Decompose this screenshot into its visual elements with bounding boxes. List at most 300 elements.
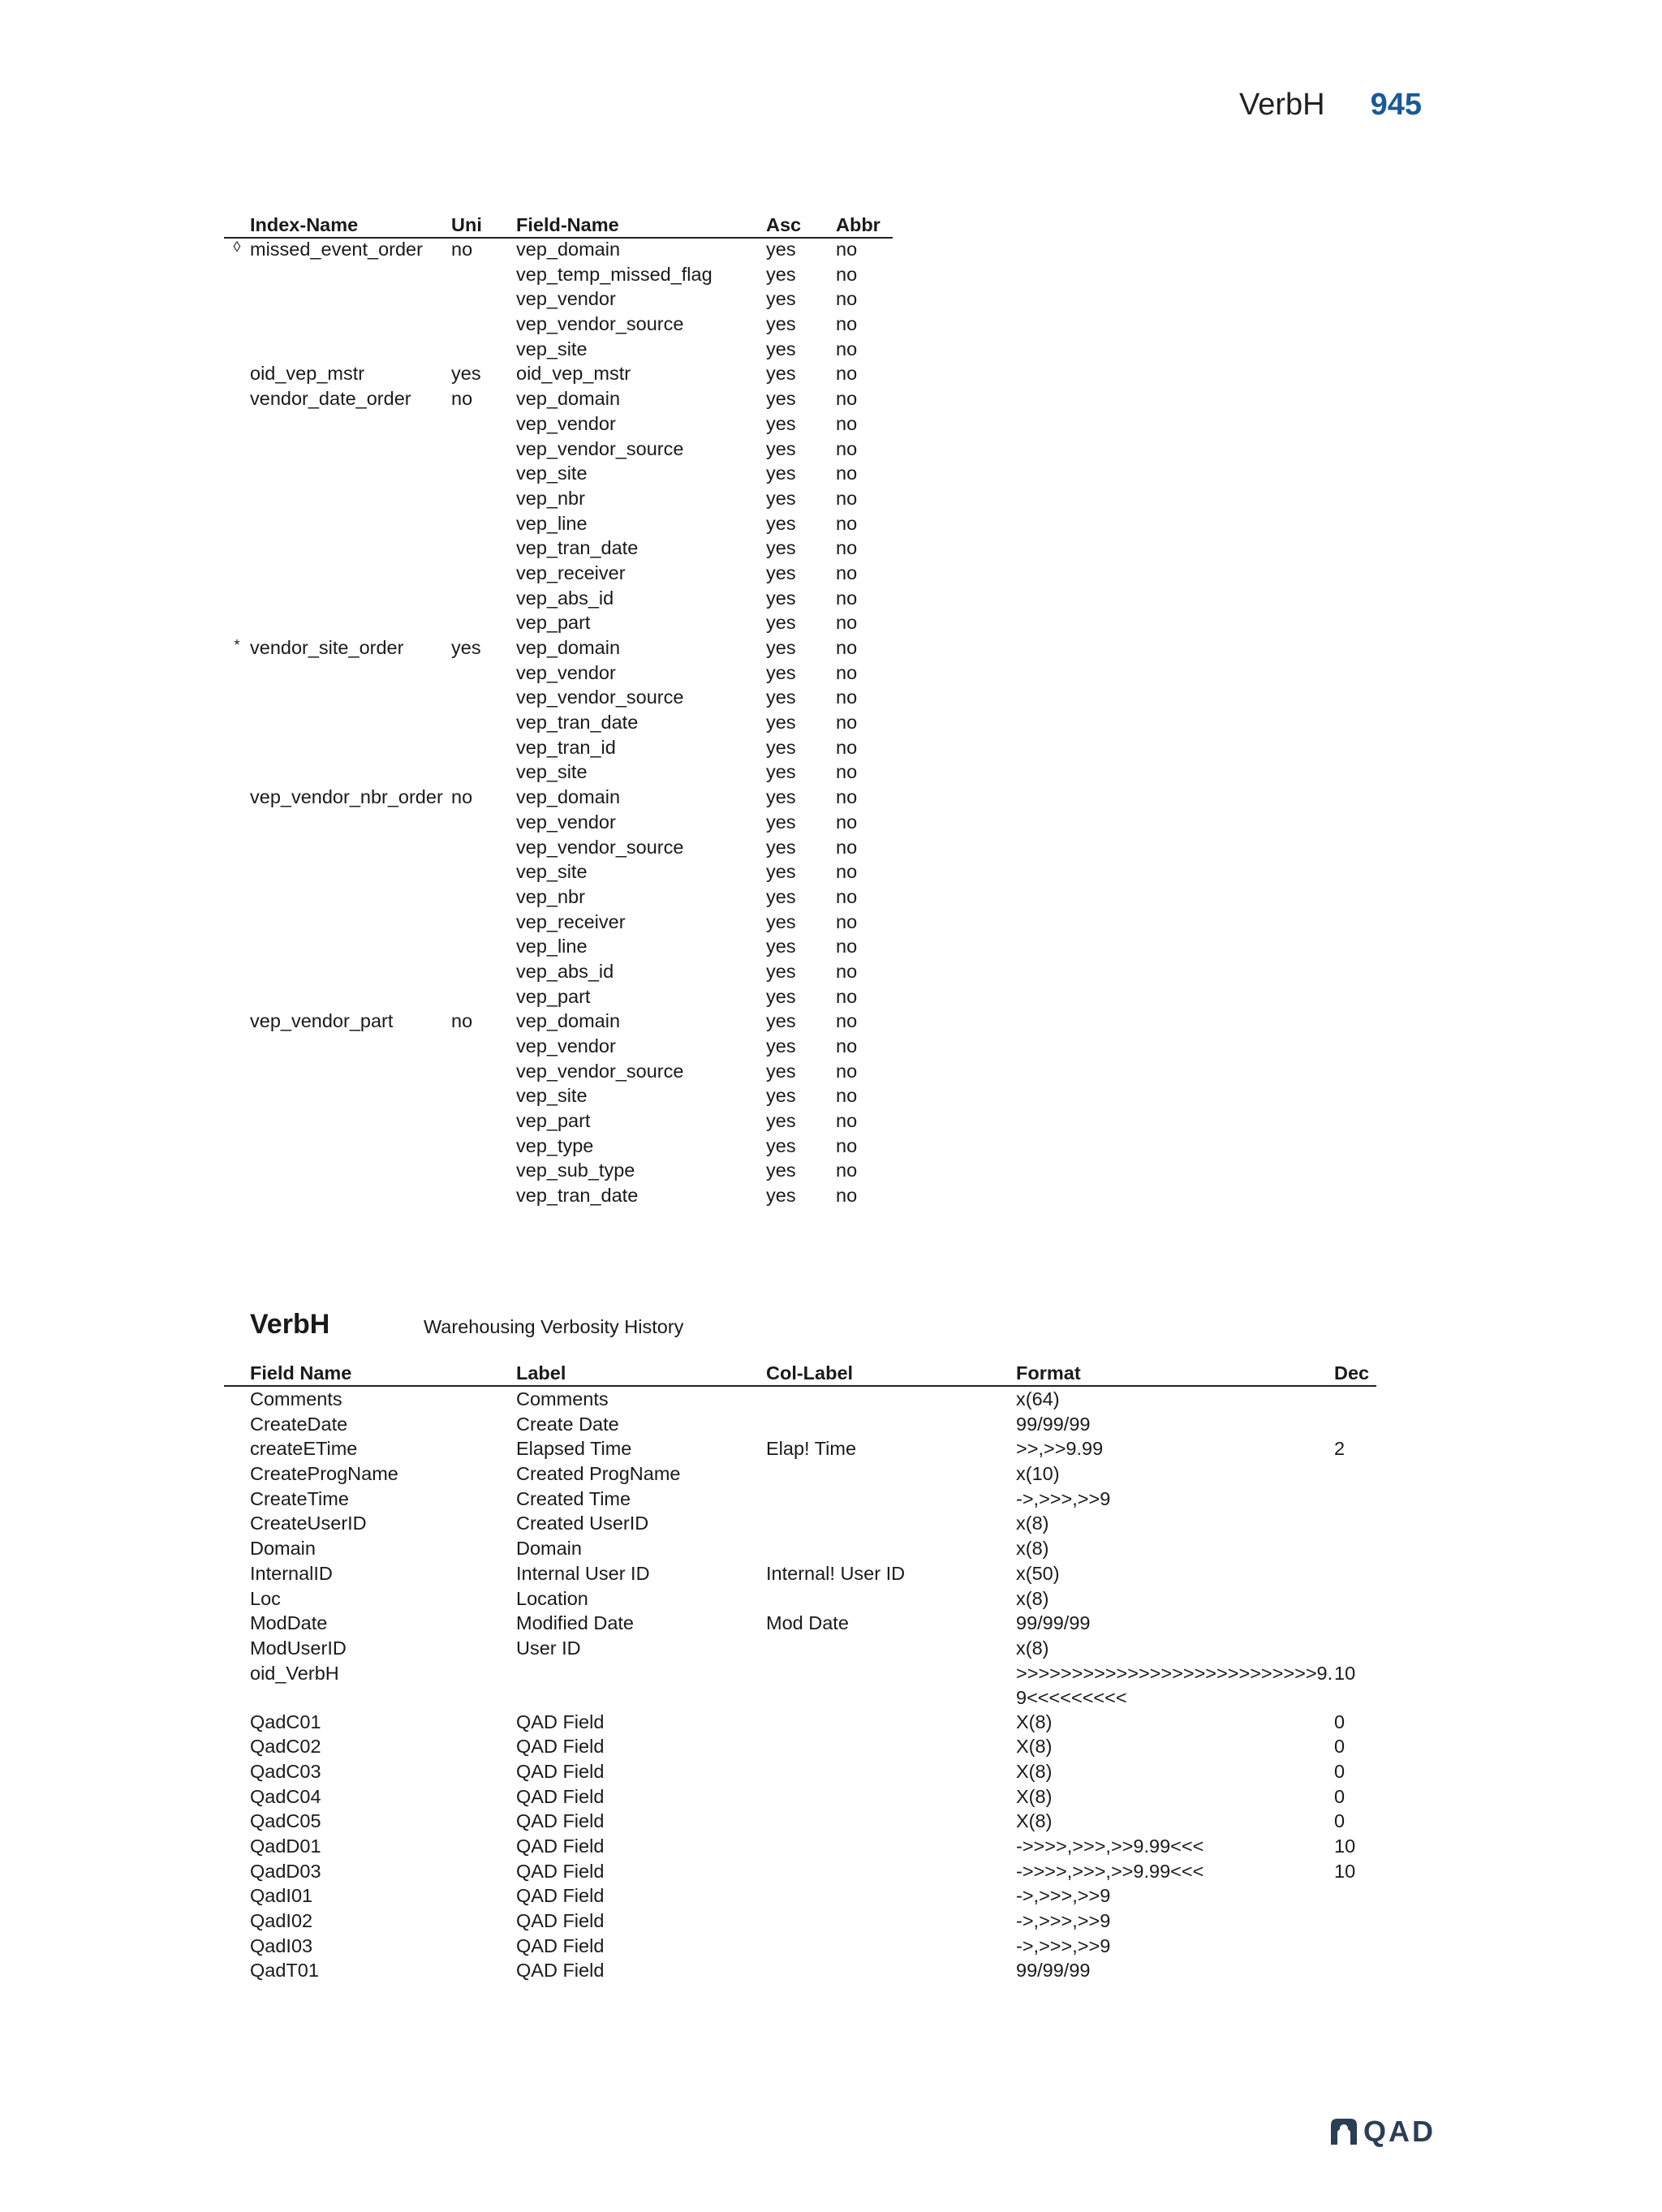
index-row <box>224 388 893 413</box>
label-cell: Created UserID <box>516 1513 649 1534</box>
index-name-cell <box>250 587 451 613</box>
index-row <box>224 637 893 662</box>
format-cell: X(8) <box>1016 1760 1053 1782</box>
col-label-cell <box>766 1734 1016 1759</box>
index-name-cell <box>250 288 451 313</box>
abbr-cell: no <box>836 1035 858 1057</box>
index-row <box>224 537 893 562</box>
uni-cell <box>451 811 516 837</box>
index-row <box>224 837 893 862</box>
asc-cell: yes <box>766 487 796 509</box>
index-name-cell <box>250 761 451 786</box>
index-table-header <box>224 213 893 238</box>
asc-cell: yes <box>766 1085 796 1107</box>
section-heading <box>250 1309 683 1341</box>
col-label-cell <box>766 1586 1016 1612</box>
index-name-cell <box>250 264 451 289</box>
index-name-cell: vep_vendor_nbr_order <box>250 786 443 808</box>
field-name-cell: QadC05 <box>250 1810 321 1832</box>
uni-cell: yes <box>451 363 481 385</box>
row-spacer <box>224 1487 250 1512</box>
uni-cell <box>451 288 516 313</box>
abbr-cell: no <box>836 1060 858 1082</box>
col-label-cell <box>766 1536 1016 1561</box>
label-cell: User ID <box>516 1637 581 1659</box>
label-cell: QAD Field <box>516 1785 605 1807</box>
index-marker <box>224 438 250 463</box>
asc-cell: yes <box>766 463 796 484</box>
index-row <box>224 363 893 388</box>
index-marker <box>224 1010 250 1035</box>
field-row <box>224 1859 1376 1884</box>
field-name-cell: vep_nbr <box>516 885 585 907</box>
abbr-cell: no <box>836 861 858 883</box>
abbr-cell: no <box>836 1160 858 1181</box>
field-row <box>224 1436 1376 1461</box>
page-header <box>1239 88 1422 123</box>
col-label-cell <box>766 1859 1016 1884</box>
field-name-cell: vep_site <box>516 1085 588 1107</box>
field-name-col-header: Field Name <box>250 1361 516 1386</box>
asc-cell: yes <box>766 637 796 658</box>
row-spacer <box>224 1958 250 1983</box>
asc-cell: yes <box>766 313 796 335</box>
index-row <box>224 1010 893 1035</box>
abbr-cell: no <box>836 612 858 634</box>
asc-cell: yes <box>766 885 796 907</box>
uni-cell <box>451 1110 516 1135</box>
field-name-cell: vep_tran_date <box>516 537 639 559</box>
format-cell: X(8) <box>1016 1736 1053 1758</box>
field-name-cell: vep_vendor_source <box>516 313 684 335</box>
index-name-cell <box>250 513 451 538</box>
format-cell: >>>>>>>>>>>>>>>>>>>>>>>>>>>9.9<<<<<<<<< <box>1016 1662 1333 1708</box>
dec-cell: 10 <box>1334 1835 1356 1857</box>
abbr-cell: no <box>836 1010 858 1032</box>
field-name-cell: vep_domain <box>516 239 621 260</box>
index-marker <box>224 1085 250 1110</box>
field-row <box>224 1809 1376 1834</box>
uni-cell: no <box>451 1010 473 1032</box>
abbr-cell: no <box>836 761 858 783</box>
col-label-cell <box>766 1636 1016 1661</box>
field-name-cell: vep_temp_missed_flag <box>516 263 713 285</box>
field-name-cell: vep_line <box>516 936 588 958</box>
index-row <box>224 612 893 637</box>
row-spacer <box>224 1809 250 1834</box>
field-name-cell: oid_vep_mstr <box>516 363 631 385</box>
asc-cell: yes <box>766 587 796 609</box>
index-marker <box>224 1160 250 1185</box>
field-name-cell: Loc <box>250 1587 281 1609</box>
field-row <box>224 1909 1376 1934</box>
field-row <box>224 1661 1376 1710</box>
abbr-cell: no <box>836 960 858 982</box>
abbr-cell: no <box>836 1110 858 1132</box>
uni-cell <box>451 861 516 886</box>
uni-cell <box>451 986 516 1011</box>
index-row <box>224 961 893 986</box>
field-name-cell: vep_nbr <box>516 487 585 509</box>
index-marker <box>224 537 250 562</box>
index-name-cell <box>250 961 451 986</box>
label-cell: QAD Field <box>516 1835 605 1857</box>
dec-cell <box>1334 1561 1376 1586</box>
abbr-cell: no <box>836 811 858 833</box>
field-name-cell: QadC04 <box>250 1785 321 1807</box>
label-cell: Modified Date <box>516 1612 634 1634</box>
index-name-cell: vendor_date_order <box>250 388 411 410</box>
index-marker <box>224 288 250 313</box>
row-spacer <box>224 1883 250 1909</box>
dec-cell: 10 <box>1334 1860 1356 1882</box>
index-name-cell <box>250 562 451 587</box>
uni-cell <box>451 1035 516 1061</box>
index-name-cell <box>250 1085 451 1110</box>
index-marker <box>224 1035 250 1061</box>
index-name-cell <box>250 737 451 762</box>
col-label-cell <box>766 1834 1016 1859</box>
format-cell: x(50) <box>1016 1562 1060 1584</box>
format-cell: x(8) <box>1016 1538 1049 1560</box>
index-marker <box>224 811 250 837</box>
field-name-cell: QadI03 <box>250 1934 313 1956</box>
field-name-cell: vep_vendor <box>516 288 616 310</box>
index-row <box>224 761 893 786</box>
uni-header: Uni <box>451 213 516 238</box>
row-spacer <box>224 1536 250 1561</box>
index-name-cell <box>250 811 451 837</box>
field-row <box>224 1586 1376 1612</box>
field-name-cell: vep_domain <box>516 388 621 410</box>
index-marker <box>224 587 250 613</box>
abbr-cell: no <box>836 885 858 907</box>
index-name-cell: vendor_site_order <box>250 637 404 658</box>
field-row <box>224 1958 1376 1983</box>
index-name-cell <box>250 338 451 364</box>
header-title: VerbH <box>1238 88 1325 122</box>
index-marker <box>224 837 250 862</box>
dec-cell <box>1334 1883 1376 1909</box>
abbr-cell: no <box>836 786 858 808</box>
row-spacer <box>224 1386 250 1412</box>
asc-cell: yes <box>766 811 796 833</box>
index-marker <box>224 313 250 338</box>
asc-cell: yes <box>766 562 796 583</box>
index-name-cell <box>250 861 451 886</box>
asc-cell: yes <box>766 861 796 883</box>
uni-cell <box>451 1085 516 1110</box>
index-marker <box>224 662 250 687</box>
uni-cell: no <box>451 786 473 808</box>
index-row <box>224 1135 893 1160</box>
index-name-cell: oid_vep_mstr <box>250 363 365 385</box>
abbr-cell: no <box>836 463 858 484</box>
index-marker <box>224 338 250 364</box>
index-name-cell <box>250 1160 451 1185</box>
dec-cell: 0 <box>1334 1760 1346 1782</box>
uni-cell <box>451 413 516 438</box>
asc-cell: yes <box>766 1110 796 1132</box>
label-cell: QAD Field <box>516 1760 605 1782</box>
index-name-cell <box>250 1061 451 1086</box>
field-name-cell: oid_VerbH <box>250 1662 339 1684</box>
field-name-cell: vep_domain <box>516 637 621 658</box>
uni-cell <box>451 537 516 562</box>
index-name-cell <box>250 662 451 687</box>
col-label-cell <box>766 1461 1016 1487</box>
col-label-cell <box>766 1412 1016 1437</box>
index-row <box>224 513 893 538</box>
index-row <box>224 861 893 886</box>
index-row <box>224 737 893 762</box>
dec-cell: 2 <box>1334 1438 1346 1460</box>
field-name-header: Field-Name <box>516 213 766 238</box>
field-name-cell: vep_abs_id <box>516 587 614 609</box>
format-cell: x(8) <box>1016 1513 1049 1534</box>
format-cell: 99/99/99 <box>1016 1413 1091 1435</box>
label-cell: Created ProgName <box>516 1463 681 1485</box>
abbr-cell: no <box>836 537 858 559</box>
index-row <box>224 488 893 513</box>
section-description: Warehousing Verbosity History <box>424 1316 684 1337</box>
uni-cell <box>451 911 516 936</box>
uni-cell <box>451 1160 516 1185</box>
col-label-cell <box>766 1511 1016 1536</box>
asc-cell: yes <box>766 1035 796 1057</box>
index-name-cell <box>250 438 451 463</box>
index-marker <box>224 1061 250 1086</box>
uni-cell: no <box>451 239 473 260</box>
row-spacer <box>224 1661 250 1710</box>
index-table-body <box>224 238 893 1210</box>
uni-cell: yes <box>451 637 481 658</box>
qad-logo-icon <box>1328 2117 1360 2146</box>
uni-cell <box>451 886 516 911</box>
field-name-cell: vep_type <box>516 1134 594 1156</box>
row-spacer <box>224 1759 250 1784</box>
dec-cell <box>1334 1412 1376 1437</box>
index-row <box>224 288 893 313</box>
abbr-cell: no <box>836 487 858 509</box>
index-row <box>224 438 893 463</box>
dec-cell: 0 <box>1334 1810 1346 1832</box>
index-name-cell <box>250 537 451 562</box>
field-name-cell: vep_vendor_source <box>516 437 684 459</box>
abbr-cell: no <box>836 836 858 858</box>
index-marker: ◊ <box>233 239 241 255</box>
abbr-cell: no <box>836 437 858 459</box>
uni-cell <box>451 562 516 587</box>
uni-cell <box>451 1061 516 1086</box>
format-cell: x(8) <box>1016 1587 1049 1609</box>
col-label-cell <box>766 1661 1016 1710</box>
field-row <box>224 1883 1376 1909</box>
field-name-cell: vep_vendor <box>516 811 616 833</box>
index-marker <box>224 712 250 737</box>
index-row <box>224 936 893 961</box>
dec-cell <box>1334 1386 1376 1412</box>
abbr-cell: no <box>836 910 858 932</box>
dec-cell <box>1334 1909 1376 1934</box>
index-row <box>224 886 893 911</box>
label-cell: Created Time <box>516 1487 631 1509</box>
abbr-cell: no <box>836 1185 858 1207</box>
index-name-cell <box>250 936 451 961</box>
format-cell: ->,>>>,>>9 <box>1016 1910 1111 1932</box>
qad-logo-text: QAD <box>1363 2115 1436 2148</box>
uni-cell: no <box>451 388 473 410</box>
col-label-cell: Elap! Time <box>766 1438 857 1460</box>
col-label-cell <box>766 1759 1016 1784</box>
format-col-header: Format <box>1016 1361 1334 1386</box>
field-name-cell: CreateDate <box>250 1413 348 1435</box>
index-row <box>224 686 893 712</box>
dec-cell <box>1334 1511 1376 1536</box>
index-marker <box>224 986 250 1011</box>
col-label-cell <box>766 1487 1016 1512</box>
abbr-cell: no <box>836 712 858 734</box>
uni-cell <box>451 1185 516 1210</box>
field-name-cell: CreateProgName <box>250 1463 398 1485</box>
dec-cell <box>1334 1586 1376 1612</box>
label-cell: QAD Field <box>516 1960 605 1982</box>
uni-cell <box>451 961 516 986</box>
field-name-cell: vep_tran_date <box>516 1185 639 1207</box>
index-row <box>224 712 893 737</box>
field-row <box>224 1784 1376 1810</box>
col-label-col-header: Col-Label <box>766 1361 1016 1386</box>
abbr-cell: no <box>836 239 858 260</box>
asc-cell: yes <box>766 786 796 808</box>
field-name-cell: vep_line <box>516 512 588 534</box>
uni-cell <box>451 587 516 613</box>
abbr-cell: no <box>836 985 858 1007</box>
field-name-cell: vep_part <box>516 612 591 634</box>
dec-cell <box>1334 1611 1376 1636</box>
index-row <box>224 1035 893 1061</box>
row-spacer <box>224 1561 250 1586</box>
uni-cell <box>451 1135 516 1160</box>
index-name-cell <box>250 837 451 862</box>
index-marker <box>224 388 250 413</box>
asc-cell: yes <box>766 388 796 410</box>
asc-cell: yes <box>766 736 796 758</box>
col-label-cell: Internal! User ID <box>766 1562 906 1584</box>
uni-cell <box>451 463 516 488</box>
field-row <box>224 1759 1376 1784</box>
index-row <box>224 238 893 264</box>
abbr-cell: no <box>836 637 858 658</box>
index-marker <box>224 786 250 811</box>
dec-cell <box>1334 1487 1376 1512</box>
index-name-cell <box>250 463 451 488</box>
row-spacer <box>224 1511 250 1536</box>
row-spacer <box>224 1834 250 1859</box>
field-name-cell: vep_site <box>516 463 588 484</box>
dec-cell: 0 <box>1334 1785 1346 1807</box>
page-number: 945 <box>1370 88 1422 122</box>
row-spacer <box>224 1636 250 1661</box>
index-name-cell <box>250 886 451 911</box>
index-row <box>224 811 893 837</box>
uni-cell <box>451 612 516 637</box>
format-cell: 99/99/99 <box>1016 1612 1091 1634</box>
field-table <box>224 1361 1376 1983</box>
row-spacer <box>224 1859 250 1884</box>
format-cell: >>,>>9.99 <box>1016 1438 1104 1460</box>
index-marker <box>224 936 250 961</box>
uni-cell <box>451 313 516 338</box>
index-marker: * <box>234 637 240 653</box>
index-marker <box>224 761 250 786</box>
index-name-cell <box>250 1135 451 1160</box>
abbr-cell: no <box>836 661 858 683</box>
index-row <box>224 986 893 1011</box>
index-name-cell <box>250 413 451 438</box>
dec-cell: 0 <box>1334 1711 1346 1732</box>
format-cell: ->>>>,>>>,>>9.99<<< <box>1016 1835 1204 1857</box>
row-spacer <box>224 1412 250 1437</box>
field-name-cell: vep_receiver <box>516 910 626 932</box>
index-table <box>224 213 893 1210</box>
index-marker <box>224 886 250 911</box>
row-spacer <box>224 1586 250 1612</box>
label-cell: QAD Field <box>516 1934 605 1956</box>
label-cell: QAD Field <box>516 1910 605 1932</box>
dec-col-header: Dec <box>1334 1361 1376 1386</box>
index-name-cell <box>250 488 451 513</box>
col-label-cell <box>766 1710 1016 1735</box>
field-name-cell: vep_vendor <box>516 1035 616 1057</box>
field-name-cell: QadC01 <box>250 1711 321 1732</box>
format-cell: 99/99/99 <box>1016 1960 1091 1982</box>
index-name-cell <box>250 313 451 338</box>
field-name-cell: vep_vendor_source <box>516 836 684 858</box>
col-label-cell <box>766 1386 1016 1412</box>
index-marker <box>224 413 250 438</box>
abbr-cell: no <box>836 1134 858 1156</box>
field-row <box>224 1461 1376 1487</box>
label-col-header: Label <box>516 1361 766 1386</box>
index-name-cell <box>250 712 451 737</box>
index-row <box>224 562 893 587</box>
uni-cell <box>451 662 516 687</box>
index-row <box>224 313 893 338</box>
row-spacer <box>224 1611 250 1636</box>
asc-cell: yes <box>766 960 796 982</box>
field-name-cell: vep_tran_id <box>516 736 616 758</box>
format-cell: ->,>>>,>>9 <box>1016 1487 1111 1509</box>
index-row <box>224 463 893 488</box>
asc-cell: yes <box>766 1060 796 1082</box>
field-name-cell: vep_site <box>516 761 588 783</box>
qad-logo <box>1328 2115 1436 2149</box>
row-spacer <box>224 1710 250 1735</box>
abbr-cell: no <box>836 736 858 758</box>
field-name-cell: QadD01 <box>250 1835 321 1857</box>
field-name-cell: Comments <box>250 1388 342 1409</box>
row-spacer <box>224 1934 250 1959</box>
asc-cell: yes <box>766 612 796 634</box>
dec-cell: 10 <box>1334 1662 1356 1684</box>
field-name-cell: QadI02 <box>250 1910 313 1932</box>
index-row <box>224 911 893 936</box>
format-cell: x(10) <box>1016 1463 1060 1485</box>
asc-cell: yes <box>766 836 796 858</box>
asc-cell: yes <box>766 263 796 285</box>
index-row <box>224 338 893 364</box>
